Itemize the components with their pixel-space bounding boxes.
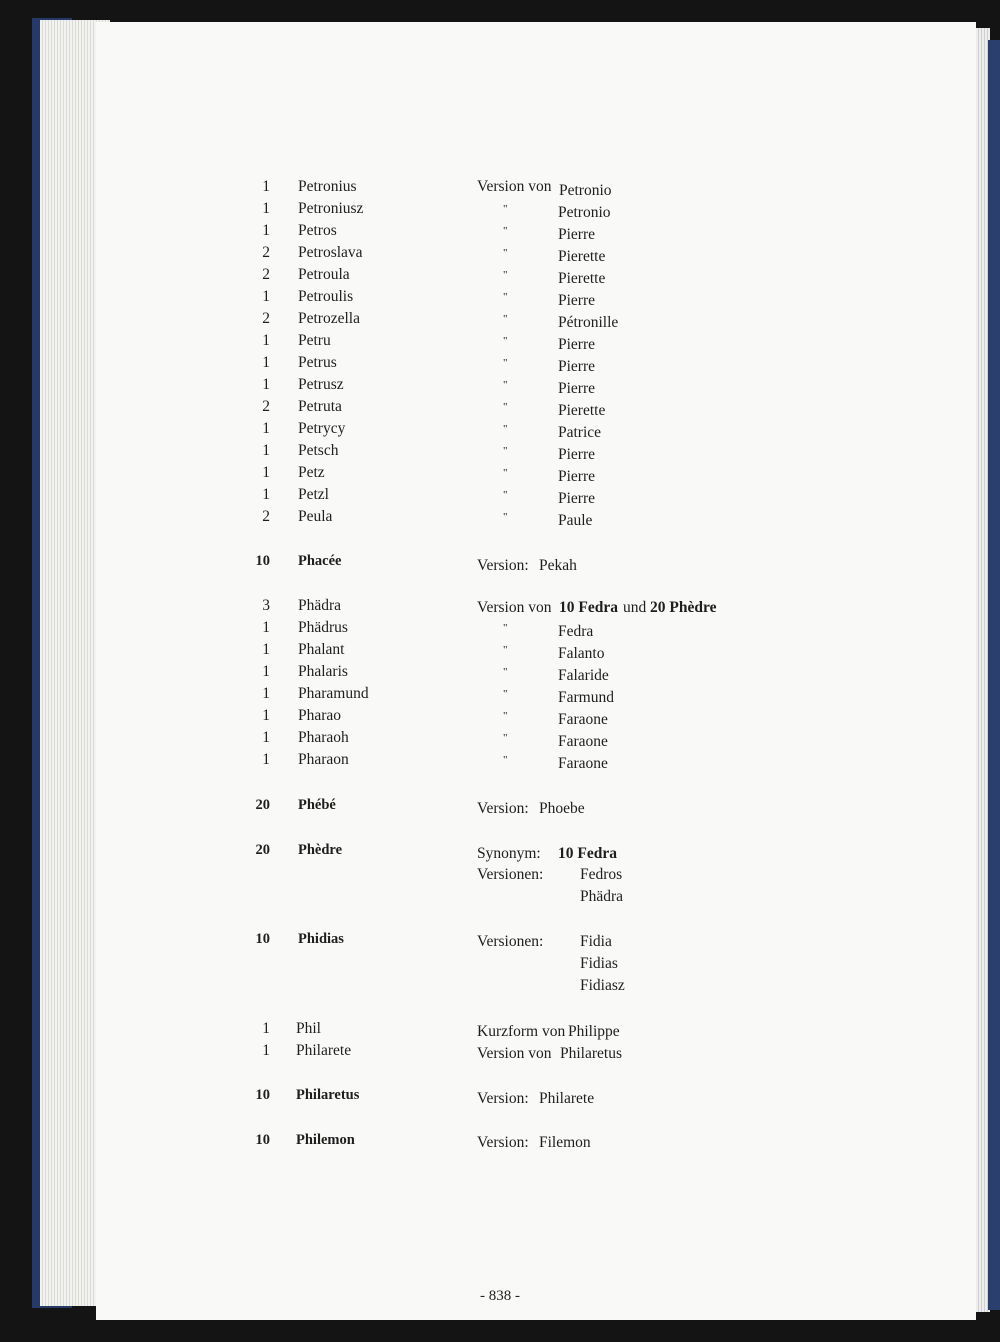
entry-value: Philaretus — [560, 1045, 622, 1062]
entry-count: 10 — [255, 553, 270, 569]
entry-relation: Version von — [477, 1045, 552, 1062]
entry-name: Philemon — [296, 1132, 355, 1148]
entry-value: Pétronille — [558, 314, 619, 331]
entry-relation: Version: — [477, 557, 529, 574]
entry-name: Pharao — [298, 707, 342, 724]
entry-value: Pierre — [558, 380, 596, 397]
entry-value: Pierette — [558, 270, 606, 287]
entry-relation: Version: — [477, 800, 529, 817]
ditto-mark: " — [503, 732, 508, 744]
entry-name: Petru — [298, 332, 331, 349]
ditto-mark: " — [503, 666, 508, 678]
entry-connector: und — [623, 599, 647, 616]
list-item — [0, 1087, 1000, 1109]
entry-name: Phacée — [298, 553, 342, 569]
entry-count: 2 — [262, 266, 270, 283]
entry-count: 1 — [262, 354, 270, 371]
entry-value: Pierre — [558, 336, 596, 353]
entry-value: Paule — [558, 512, 593, 529]
entry-name: Petrus — [298, 354, 337, 371]
entry-count: 1 — [262, 222, 270, 239]
list-item — [0, 266, 1000, 288]
list-item — [0, 597, 1000, 619]
ditto-mark: " — [503, 511, 508, 523]
entry-name: Petrozella — [298, 310, 360, 327]
entry-relation: Kurzform von — [477, 1023, 566, 1040]
list-item — [0, 977, 1000, 999]
entry-count: 10 — [255, 931, 270, 947]
ditto-mark: " — [503, 710, 508, 722]
entry-value: Philarete — [539, 1090, 595, 1107]
entry-count: 3 — [262, 597, 270, 614]
entry-value: Petronio — [559, 182, 612, 199]
entry-value: 10 Fedra — [558, 845, 617, 862]
list-item — [0, 310, 1000, 332]
list-item — [0, 486, 1000, 508]
list-item — [0, 508, 1000, 530]
list-item — [0, 888, 1000, 910]
list-item — [0, 797, 1000, 819]
list-item — [0, 442, 1000, 464]
entry-count: 1 — [262, 486, 270, 503]
entry-name: Petroslava — [298, 244, 363, 261]
entry-count: 10 — [255, 1087, 270, 1103]
entry-value-2: 20 Phèdre — [650, 599, 717, 616]
list-item — [0, 288, 1000, 310]
entry-value: Pierre — [558, 468, 596, 485]
list-item — [0, 398, 1000, 420]
entry-value: Petronio — [558, 204, 611, 221]
entry-value: Pierre — [558, 226, 596, 243]
entry-name: Petrusz — [298, 376, 344, 393]
entry-count: 1 — [262, 420, 270, 437]
entry-relation: Version: — [477, 1134, 529, 1151]
entry-name: Philarete — [296, 1042, 352, 1059]
entry-value: Pierre — [558, 358, 596, 375]
entry-value: Faraone — [558, 733, 608, 750]
list-item — [0, 332, 1000, 354]
entry-count: 10 — [255, 1132, 270, 1148]
entry-name: Petronius — [298, 178, 357, 195]
ditto-mark: " — [503, 423, 508, 435]
entry-value: Fidias — [580, 955, 618, 972]
ditto-mark: " — [503, 225, 508, 237]
entry-name: Pharamund — [298, 685, 369, 702]
list-item — [0, 955, 1000, 977]
list-item — [0, 222, 1000, 244]
entry-name: Petroulis — [298, 288, 354, 305]
entry-value: Phädra — [580, 888, 624, 905]
list-item — [0, 641, 1000, 663]
ditto-mark: " — [503, 644, 508, 656]
entry-value: Phoebe — [539, 800, 585, 817]
entry-value: Faraone — [558, 755, 608, 772]
entry-value: Fedros — [580, 866, 623, 883]
ditto-mark: " — [503, 467, 508, 479]
entry-count: 20 — [255, 842, 270, 858]
entry-value: Filemon — [539, 1134, 591, 1151]
ditto-mark: " — [503, 622, 508, 634]
ditto-mark: " — [503, 357, 508, 369]
entry-value: Pierette — [558, 402, 606, 419]
entry-count: 1 — [262, 178, 270, 195]
entry-name: Petroula — [298, 266, 350, 283]
entry-relation: Synonym: — [477, 845, 541, 862]
entry-count: 1 — [262, 751, 270, 768]
entry-name: Petroniusz — [298, 200, 364, 217]
entry-count: 1 — [262, 729, 270, 746]
entry-count: 1 — [262, 376, 270, 393]
entry-value: Fedra — [558, 623, 594, 640]
list-item — [0, 244, 1000, 266]
ditto-mark: " — [503, 379, 508, 391]
list-item — [0, 707, 1000, 729]
entry-name: Peula — [298, 508, 333, 525]
list-item — [0, 663, 1000, 685]
ditto-mark: " — [503, 754, 508, 766]
entry-count: 1 — [262, 288, 270, 305]
entry-name: Phèdre — [298, 842, 343, 858]
list-item — [0, 1132, 1000, 1154]
entry-count: 1 — [262, 619, 270, 636]
list-item — [0, 200, 1000, 222]
entry-count: 20 — [255, 797, 270, 813]
entry-name: Phädra — [298, 597, 342, 614]
entry-name: Pharaoh — [298, 729, 349, 746]
list-item — [0, 553, 1000, 575]
entry-value: Falaride — [558, 667, 609, 684]
entry-name: Phil — [296, 1020, 321, 1037]
ditto-mark: " — [503, 688, 508, 700]
entry-relation: Version von — [477, 178, 552, 195]
page-number: - 838 - — [480, 1288, 520, 1304]
entry-name: Petrycy — [298, 420, 346, 437]
list-item — [0, 685, 1000, 707]
entry-value: Pierre — [558, 446, 596, 463]
entry-count: 1 — [262, 641, 270, 658]
entry-value: Pierette — [558, 248, 606, 265]
entry-name: Petzl — [298, 486, 329, 503]
ditto-mark: " — [503, 247, 508, 259]
ditto-mark: " — [503, 335, 508, 347]
entry-name: Phidias — [298, 931, 344, 947]
entry-count: 1 — [262, 442, 270, 459]
list-item — [0, 619, 1000, 641]
entry-name: Philaretus — [296, 1087, 360, 1103]
entry-value: 10 Fedra — [559, 599, 618, 616]
ditto-mark: " — [503, 489, 508, 501]
entry-value: Fidiasz — [580, 977, 625, 994]
entry-name: Phalant — [298, 641, 345, 658]
list-item — [0, 866, 1000, 888]
entry-count: 1 — [262, 685, 270, 702]
entry-count: 1 — [262, 332, 270, 349]
list-item — [0, 464, 1000, 486]
entry-value: Falanto — [558, 645, 605, 662]
entry-name: Phalaris — [298, 663, 348, 680]
ditto-mark: " — [503, 313, 508, 325]
entry-relation: Version: — [477, 1090, 529, 1107]
list-item — [0, 376, 1000, 398]
entry-count: 2 — [262, 508, 270, 525]
entry-value: Patrice — [558, 424, 602, 441]
entry-count: 2 — [262, 398, 270, 415]
entry-count: 1 — [262, 464, 270, 481]
entry-name: Pharaon — [298, 751, 349, 768]
entry-name: Phädrus — [298, 619, 348, 636]
entry-value: Farmund — [558, 689, 614, 706]
entry-relation: Version von — [477, 599, 552, 616]
entry-name: Petsch — [298, 442, 339, 459]
entry-count: 1 — [262, 200, 270, 217]
ditto-mark: " — [503, 401, 508, 413]
entry-value: Faraone — [558, 711, 608, 728]
entry-value: Fidia — [580, 933, 612, 950]
list-item — [0, 178, 1000, 200]
list-item — [0, 931, 1000, 953]
entry-count: 1 — [262, 1042, 270, 1059]
entry-name: Phébé — [298, 797, 336, 813]
list-item — [0, 751, 1000, 773]
ditto-mark: " — [503, 269, 508, 281]
list-item — [0, 420, 1000, 442]
list-item — [0, 842, 1000, 864]
list-item — [0, 1020, 1000, 1042]
entry-count: 1 — [262, 1020, 270, 1037]
list-item — [0, 354, 1000, 376]
entry-value: Pekah — [539, 557, 577, 574]
entry-relation: Versionen: — [477, 933, 544, 950]
list-item — [0, 729, 1000, 751]
entry-count: 1 — [262, 663, 270, 680]
entry-relation: Versionen: — [477, 866, 544, 883]
list-item — [0, 1042, 1000, 1064]
entry-value: Pierre — [558, 490, 596, 507]
ditto-mark: " — [503, 291, 508, 303]
entry-count: 2 — [262, 310, 270, 327]
entry-name: Petros — [298, 222, 337, 239]
entry-value: Pierre — [558, 292, 596, 309]
ditto-mark: " — [503, 203, 508, 215]
entry-name: Petz — [298, 464, 325, 481]
entry-count: 2 — [262, 244, 270, 261]
entry-name: Petruta — [298, 398, 342, 415]
ditto-mark: " — [503, 445, 508, 457]
entry-value: Philippe — [568, 1023, 620, 1040]
entry-count: 1 — [262, 707, 270, 724]
